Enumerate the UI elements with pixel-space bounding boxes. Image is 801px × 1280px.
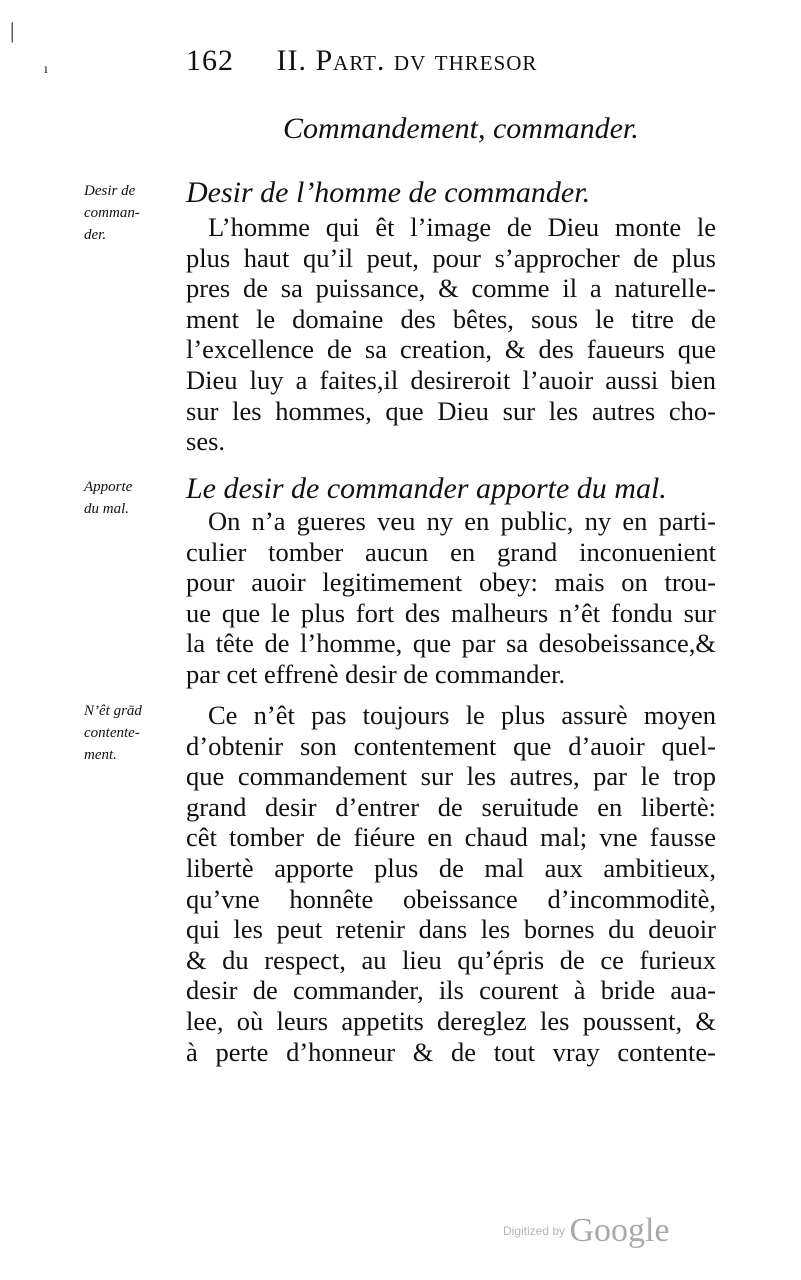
text-line: On n’a gueres veu ny en public, ny en parti-: [208, 506, 716, 536]
text-line: & du respect, au lieu qu’épris de ce furieux: [186, 944, 716, 975]
text-line: sur les hommes, que Dieu sur les autres cho-: [186, 395, 716, 426]
margin-note-2: Apporte du mal.: [84, 479, 133, 517]
text-line: ses.: [186, 426, 226, 457]
text-line: desir de commander, ils courent à bride aua-: [186, 975, 716, 1006]
scan-mark: ı: [44, 62, 48, 77]
text-line: pres de sa puissance, & comme il a naturelle-: [186, 273, 716, 304]
rubric-2: Le desir de commander apporte du mal.: [186, 472, 667, 505]
running-title: II. Part. dv thresor: [276, 44, 538, 77]
text-line: L’homme qui êt l’image de Dieu monte le: [208, 212, 716, 242]
google-logo: Google: [569, 1212, 670, 1249]
text-line: libertè apporte plus de mal aux ambitieux,: [186, 852, 716, 883]
watermark-prefix: Digitized by: [503, 1224, 566, 1238]
text-line: qu’vne honnête obeissance d’incommoditè,: [186, 883, 716, 914]
text-line: grand desir d’entrer de seruitude en libertè:: [186, 791, 716, 822]
text-line: plus haut qu’il peut, pour s’approcher de plus: [186, 242, 716, 273]
text-line: l’excellence de sa creation, & des faueurs que: [186, 334, 716, 365]
scan-mark: |: [10, 18, 15, 43]
text-line: culier tomber aucun en grand inconuenient: [186, 536, 716, 567]
rubric-1: Desir de l’homme de commander.: [186, 176, 591, 209]
text-line: la tête de l’homme, que par sa desobeissance,&: [186, 628, 716, 659]
text-line: par cet effrenè desir de commander.: [186, 658, 566, 689]
section-title: Commandement, commander.: [283, 112, 639, 145]
text-line: ue que le plus fort des malheurs n’êt fondu sur: [186, 597, 716, 628]
paragraph-2: [186, 506, 716, 690]
text-line: d’obtenir son contentement que d’auoir quel-: [186, 730, 716, 761]
text-line: lee, où leurs appetits dereglez les poussent, &: [186, 1005, 716, 1036]
text-line: à perte d’honneur & de tout vray contente-: [186, 1036, 716, 1067]
digitized-watermark: [503, 1212, 670, 1250]
text-line: cêt tomber de fiéure en chaud mal; vne fausse: [186, 822, 716, 853]
running-head: [186, 44, 666, 78]
paragraph-1: [186, 212, 716, 457]
page-number: 162: [186, 44, 234, 77]
text-line: pour auoir legitimement obey: mais on trou-: [186, 567, 716, 598]
text-line: Dieu luy a faites,il desireroit l’auoir aussi bien: [186, 364, 716, 395]
text-line: que commandement sur les autres, par le trop: [186, 761, 716, 792]
text-line: ment le domaine des bêtes, sous le titre de: [186, 303, 716, 334]
margin-note-1: Desir de comman- der.: [84, 183, 140, 243]
paragraph-3: [186, 700, 716, 1067]
text-line: qui les peut retenir dans les bornes du deuoir: [186, 914, 716, 945]
margin-note-3: N’êt grād contente- ment.: [84, 703, 142, 763]
text-line: Ce n’êt pas toujours le plus assurè moyen: [208, 700, 716, 730]
